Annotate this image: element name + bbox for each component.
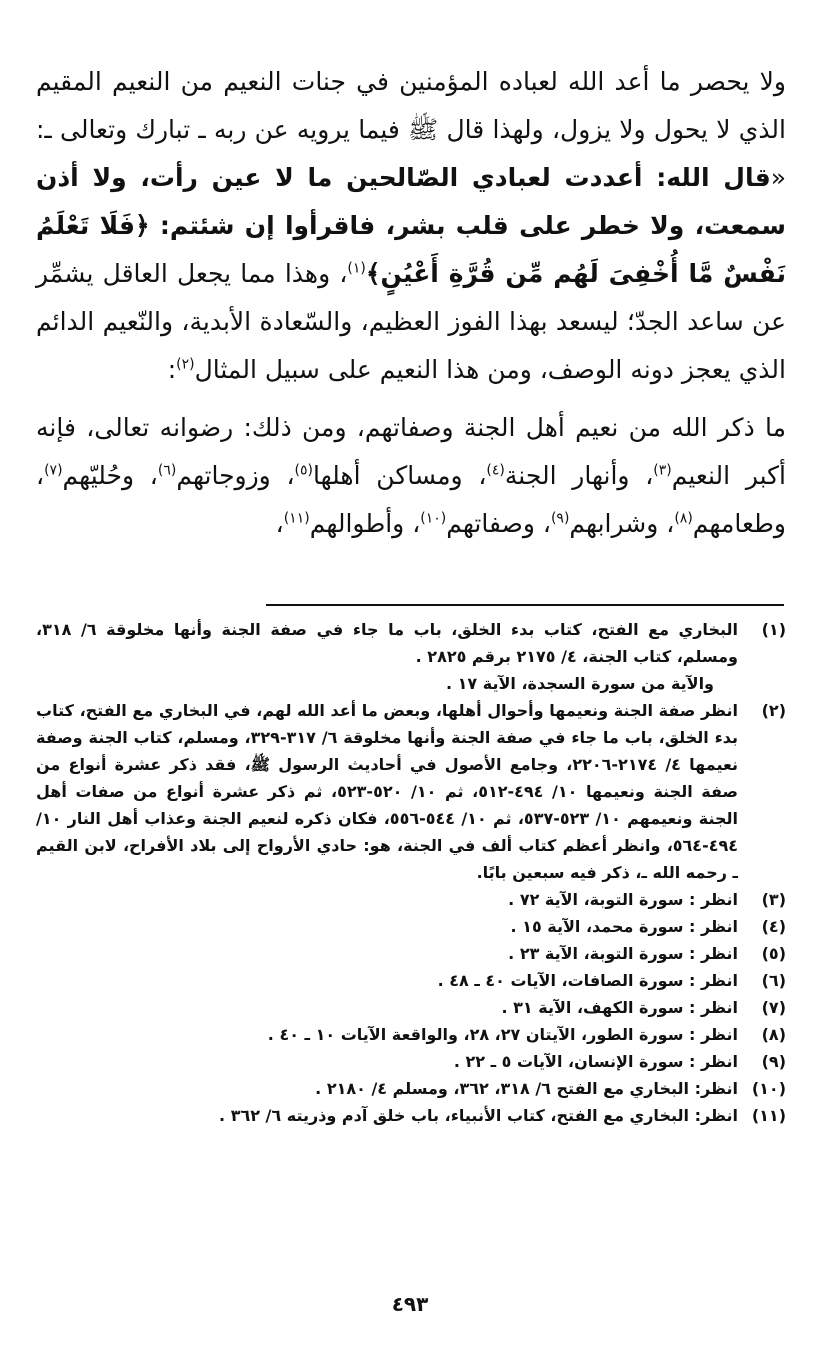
text-run: ، وأنهار الجنة [504,461,654,490]
footnote-text: انظر : سورة التوبة، الآية ٧٢ . [508,890,738,909]
footnote-text: انظر : سورة الكهف، الآية ٣١ . [501,998,738,1017]
footnote-item [36,697,786,886]
footnote-item [36,1075,786,1102]
text-run: ولا يحصر ما أعد الله لعباده المؤمنين في جنات النعيم من النعيم المقيم الذي لا يحول ولا يزول، ولهذا قال ﷺ فيما يرويه عن ربه ـ تبارك وتعالى ـ: « [36,67,786,192]
footnote-item [36,886,786,913]
footnote-text: انظر : سورة الإنسان، الآيات ٥ ـ ٢٢ . [453,1052,738,1071]
footnote-number: (٨) [761,1025,786,1044]
footnote-number: (٧) [761,998,786,1017]
footnote-text: انظر : سورة محمد، الآية ١٥ . [510,917,738,936]
footnote-text: انظر: البخاري مع الفتح ٦/ ٣١٨، ٣٦٢، ومسلم ٤/ ٢١٨٠ . [315,1079,738,1098]
footnote-number: (٥) [761,944,786,963]
footnote-ref-4: (٤) [486,462,505,479]
text-run: ، وهذا مما يجعل العاقل يشمِّر عن ساعد الجدّ؛ ليسعد بهذا الفوز العظيم، والسّعادة الأبدية، والنّعيم الدائم الذي يعجز دونه الوصف، ومن هذا النعيم على سبيل المثال [36,259,786,384]
footnote-number: (٣) [761,890,786,909]
footnote-ref-2: (٢) [176,356,195,373]
text-run: ، ومساكن أهلها [313,461,487,490]
text-run: ، وأطوالهم [309,509,421,538]
text-run: ما ذكر الله من نعيم أهل الجنة وصفاتهم، ومن ذلك: رضوانه تعالى، فإنه أكبر النعيم [36,413,786,490]
footnote-ref-6: (٦) [157,462,177,479]
page-number: ٤٩٣ [391,1292,429,1316]
footnote-item [36,1048,786,1075]
text-run: ، وحُليّهم [62,461,158,490]
footnote-number: (٤) [761,917,786,936]
footnote-text-continued: والآية من سورة السجدة، الآية ١٧ . [446,674,714,693]
footnote-separator [266,604,784,606]
footnote-number: (١١) [751,1106,786,1125]
footnote-text: انظر : سورة التوبة، الآية ٢٣ . [508,944,738,963]
footnote-number: (١٠) [751,1079,786,1098]
footnote-text: انظر صفة الجنة ونعيمها وأحوال أهلها، وبعض ما أعد الله لهم، في البخاري مع الفتح، كتاب بدء الخلق، باب ما جاء في صفة الجنة وأنها مخلوقة ٦/ ٣١٧-٣٢٩، ومسلم، كتاب الجنة وصفة نعيمها ٤/ ٢١٧٤-٢٢٠٦، وجامع الأصول في أحاديث الرسول ﷺ، فقد ذكر عشرة أنواع من صفة الجنة ونعيمها ١٠/ ٤٩٤-٥١٢، ثم ١٠/ ٥٢٠-٥٢٣، ثم ذكر عشرة أنواع من صفات أهل الجنة ونعيمهم ١٠/ ٥٢٣-٥٣٧، ثم ١٠/ ٥٤٤-٥٥٦، فكان ذكره لنعيم الجنة وعذاب أهل النار ١٠/ ٤٩٤-٥٦٤، وانظر أعظم كتاب ألف في الجنة، هو: حادي الأرواح إلى بلاد الأفراح، لابن القيم ـ رحمه الله ـ، ذكر فيه سبعين بابًا. [36,701,739,882]
footnote-item [36,967,786,994]
text-run: : [167,355,177,384]
footnote-text: انظر : سورة الطور، الآيتان ٢٧، ٢٨، والواقعة الآيات ١٠ ـ ٤٠ . [267,1025,738,1044]
footnote-ref-3: (٣) [653,462,672,479]
footnote-ref-8: (٨) [674,510,693,527]
paragraph-1 [36,58,786,394]
footnote-item [36,994,786,1021]
paragraph-2 [36,404,786,548]
main-text [36,58,786,548]
footnote-ref-9: (٩) [550,510,570,527]
footnote-ref-1: (١) [347,260,366,277]
footnote-number: (٩) [761,1052,786,1071]
footnote-ref-5: (٥) [294,462,314,479]
footnote-item [36,616,786,670]
footnote-ref-10: (١٠) [420,510,447,527]
footnote-number: (٦) [761,971,786,990]
footnote-item [36,1102,786,1129]
text-run: ، وصفاتهم [446,509,551,538]
text-run: ، وزوجاتهم [176,461,295,490]
footnote-item [36,913,786,940]
footnote-item [36,1021,786,1048]
footnotes [36,616,786,1129]
footnote-text: انظر: البخاري مع الفتح، كتاب الأنبياء، باب خلق آدم وذريته ٦/ ٣٦٢ . [219,1106,738,1125]
footnote-item [36,940,786,967]
hadith-quote: قال الله: أعددت لعبادي الصّالحين ما لا عين رأت، ولا أذن سمعت، ولا خطر على قلب بشر، فاقرأوا إن شئتم: ﴿فَلَا تَعْلَمُ نَفْسٌ مَّا أُخْفِىَ لَهُم مِّن قُرَّةِ أَعْيُنٍ﴾ [36,163,786,288]
footnote-number: (٢) [761,701,786,720]
footnote-ref-11: (١١) [283,510,310,527]
footnote-ref-7: (٧) [44,462,63,479]
footnote-text: البخاري مع الفتح، كتاب بدء الخلق، باب ما جاء في صفة الجنة وأنها مخلوقة ٦/ ٣١٨، ومسلم، كتاب الجنة، ٤/ ٢١٧٥ برقم ٢٨٢٥ . [36,620,738,666]
text-run: ، وشرابهم [569,509,675,538]
footnote-text: انظر : سورة الصافات، الآيات ٤٠ ـ ٤٨ . [437,971,738,990]
text-run: ، وطعامهم [36,461,786,538]
text-run: ، [275,509,284,538]
footnote-number: (١) [761,620,786,639]
